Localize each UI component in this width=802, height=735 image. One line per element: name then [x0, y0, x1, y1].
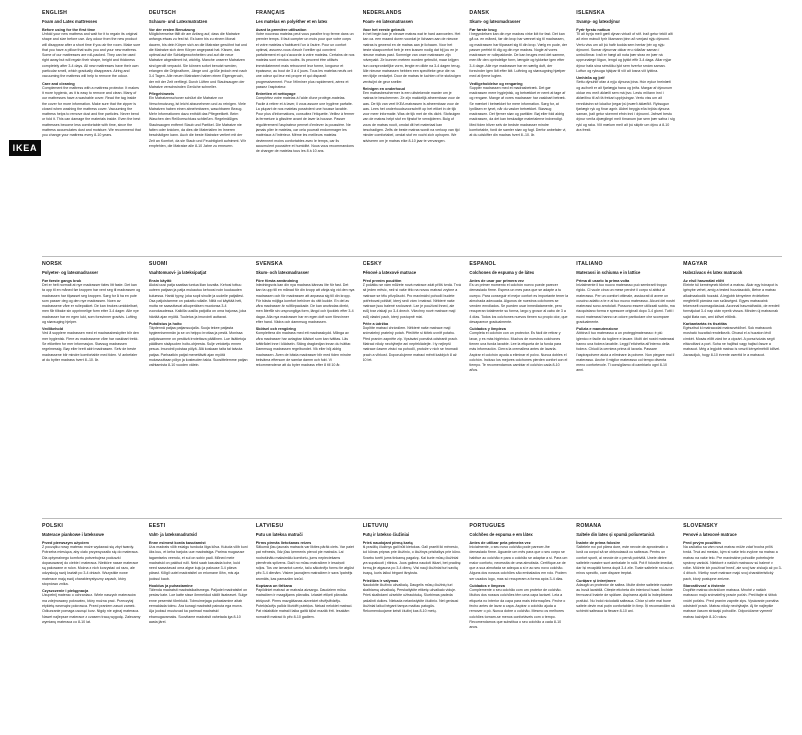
paragraph: Inizialmente il tuo nuovo materasso può sembrarti troppo rigido. Ci vuole circa un mese perché il corpo si abitui al materasso. Per un comfort ottimale, assicurati di avere un cuscino adatto a te e al tuo nuovo materasso. Alcuni dei nostri materassi sono arrotolati. Possono essere utilizzati subito, ma riacquistano forma e spessore originali dopo 3-4 giorni. Tutti i nuovi materassi hanno un odore particolare che scompare gradualmente. — [576, 283, 675, 325]
section-title: Materassi in schiuma e in lattice — [576, 270, 641, 275]
paragraph: Inledningsvis kan din nya madrass kännas lite för fast. Det kan ta upp till en månad för din kropp att vänja sig vid den nya madrassen och för madrassen att anpassa sig till din kropp. För bästa möjliga komfort behöver du rätt kudde. En del av våra madrasser är rullförpackade. De kan användas direkt, men återfår sin ursprungliga form, längd och tjocklek efter 3-4 dagar. Alla nya madrasser har en egen doft som försvinner efter hand. Vädra och dammsug madrassen. — [255, 283, 355, 325]
subsection-heading: Pred prvým použitím — [683, 541, 721, 545]
language-section — [256, 10, 355, 250]
language-section — [363, 523, 462, 735]
section-title: Foam- en latexmatrassen — [362, 19, 413, 24]
paragraph: Completa el colchón con un protector. Es fácil de retirar y lavar, y es más higiénico. Muchos de nuestros colchones tienen una funda lavable. Lee la etiqueta de la funda para más información. Cierra la cremallera antes de lavarla. Aspirar el colchón ayuda a eliminar el polvo. Nunca dobles el colchón. Incluso los mejores colchones pierden confort con el tiempo. Te recomendamos cambiar el colchón cada 8-10 años. — [469, 331, 568, 373]
section-title: Schaum- und Latexmatratzen — [148, 19, 208, 24]
language-section — [683, 261, 782, 516]
subsection-heading: Antes de utilizar pela primeira vez — [469, 541, 531, 545]
language-heading: LATVIEŠU — [255, 523, 284, 529]
language-section — [469, 10, 568, 250]
subsection-heading: Avant la première utilisation — [255, 28, 307, 32]
paragraph: Z początku nowy materac może wydawać się zbyt twardy. Potrzeba miesiąca, aby ciało przyzwyczaiło się do materaca. Dla optymalnego komfortu potrzebujesz poduszki dopasowanej do ciebie i materaca. Niektóre nasze materace są pakowane w rulon. Można z nich korzystać od razu, ale odzyskują swój kształt po 3-4 dniach. Wszystkie nowe materace mają swój charakterystyczny zapach, który stopniowo znika. — [42, 545, 139, 587]
language-section — [469, 261, 568, 516]
subsection-heading: Priežiūra ir valymas — [362, 578, 399, 583]
subsection-heading: Puhdistus ja hoito — [148, 322, 182, 327]
subsection-heading: Before using for the first time — [42, 28, 96, 32]
paragraph: Til að byrja með gæti dýnan virkað of stíf. Það getur tekið allt að einn mánuð fyrir líkamann þinn að venjast nýju dýnunni. Vertu viss um að þú hafir kodda sem hentar þér og nýju dýnunni. Sumar dýnurnar okkar eru rúllaðar saman í umbúðirnar. Það er hægt að nota þær strax en þær ná upprunalegri lögun, lengd og þykkt eftir 3-4 daga. Allar nýjar dýnur hafa sína sérstöku lykt sem hverfur smám saman. Loftun og ryksuga hjálpar til við að losna við lyktina. — [576, 32, 673, 74]
paragraph: Complétez votre matelas à l'aide d'une protège-matelas. Facile à retirer et à laver, il vous assure une hygiène parfaite. La plupart de nos matelas possèdent une housse lavable. Pour plus d'informations, consultez l'étiquette. Veillez à fermer la fermeture à glissière avant de laver la housse. Passer régulièrement l'aspirateur permet d'enlever la poussière. Ne jamais plier le matelas, car cela pourrait endommager les matériaux à l'intérieur. Même les meilleurs matelas deviennent moins confortables avec le temps, car ils accumulent poussière et humidité. Nous vous recommandons de changer de matelas tous les 8 à 10 ans. — [255, 96, 355, 154]
language-heading: ČESKY — [362, 261, 382, 267]
language-section — [42, 523, 141, 735]
paragraph: Aluksi uusi patja saattaa tuntua liian kovalta. Kehosi tottuu uuteen patjaan ja patja mukautuu kehoosi noin kuukauden kuluessa. Hanki tyyny, joka sopii sinulle ja uudelle patjallesi. Osa patjoistamme on pakattu rullalle. Niitä voi käyttää heti, mutta ne saavuttavat alkuperäisen muotonsa 3-4 vuorokaudessa. Kaikilla uusilla patjoilla on oma hajunsa, joka häviää ajan myötä. Tuuletus ja imurointi auttavat. — [148, 283, 247, 319]
paragraph: In het begin kan je nieuwe matras wat te hard aanvoelen. Het kan ca. een maand duren voordat je lichaam aan de nieuwe matras is gewend en de matras aan je lichaam. Voor het beste slaapcomfort heb je een kussen nodig dat bij jou en je nieuwe matras past. Sommige van onze matrassen zijn rolverpakt. Ze kunnen meteen worden gebruikt, maar krijgen hun oorspronkelijke vorm, lengte en dikte na 3-4 dagen terug. Alle nieuwe matrassen hebben een specifieke geur die na een tijdje verdwijnt. Door de matras te luchten of te stofzuigen verdwijnt de geur sneller. — [362, 32, 461, 84]
section-title: Colchones de espuma y de látex — [469, 270, 535, 275]
subsection-heading: Umhirða og þrif — [576, 76, 605, 81]
section-title: Penové a latexové matrace — [683, 532, 737, 537]
subsection-heading: Skötsel och rengöring — [255, 327, 296, 332]
subsection-heading: Cuidados e limpeza — [469, 584, 505, 589]
language-heading: FRANÇAIS — [255, 10, 285, 16]
paragraph: Iš pradžių čiužinys gali būti kietokas. Gali praeiti iki mėnesio, kol kūnas pripras prie čiužinio, o čiužinys prisitaikys prie kūno. Svarbu turėti jums tinkamą pagalvę. Kai kurie mūsų čiužiniai yra supakuoti į ritinius. Juos galima naudoti iškart, bet pradinę formą jie atgauna po 3-4 dienų. Visi nauji čiužiniai turi savitą kvapą, kuris laikui bėgant išnyksta. — [362, 545, 462, 576]
language-section — [363, 261, 462, 516]
language-section — [683, 523, 782, 735]
section-title: Materace piankowe i lateksowe — [42, 532, 104, 537]
paragraph: Uus madrats võib esialgu tunduda liiga kõva. Kuluda võib kuni üks kuu, et keha harjuks uue madratsiga. Parima mugavuse tagamiseks veendu, et sul on sobiv padi. Mõned meie madratsid on pakitud rulli. Neid saab kasutada kohe, kuid need saavutavad oma algse kuju ja paksuse 3-4 päeva pärast. Kõigil uutel madratsitel on eriomane lõhn, mis aja jooksul kaob. — [148, 545, 248, 581]
row-3 — [42, 518, 782, 735]
subsection-heading: Înainte de prima folosire — [576, 541, 621, 545]
language-heading: ESPAÑOL — [469, 261, 497, 267]
language-section — [149, 10, 248, 250]
paragraph: Unfold your new mattress and wait for it to regain its original shape and size before use. Any odour from the new product will disappear after a short time if you air the room. Make sure that you have a pillow that suits you and your new mattress. Some of our mattresses are roll-packed. They can be used right away but will regain their shape, height and thickness completely after 3-4 days. All new mattresses have their own particular smell, which gradually disappears. Airing and vacuuming the mattress will help to remove the odour. — [42, 32, 141, 79]
ikea-logo — [9, 140, 41, 156]
language-heading: EESTI — [148, 523, 166, 529]
language-section — [42, 10, 141, 250]
paragraph: Settu dýnuhlíf ofan á nýju dýnuna þína. Hún eykur hreinlæti og auðvelt er að fjarlægja hana og þrífa. Margar af dýnunum okkar eru með áklæði sem má þvo. Lestu miðann inni í áklæðinu til að fá frekari upplýsingar. Vertu viss um að rennilásinn sé lokaður þegar þú þværð áklæðið. Ryksugun fjarlægir ryk og fínar agnir. Aldrei beygja eða brjóta dýnuna saman, það getur skemmt efnin inni í dýnunni. Jafnvel bestu dýnur verða óþægilegri með tímanum þar sem þær safna í sig ryki og raka. Við mælum með að þú skiptir um dýnu á 8-10 ára fresti. — [576, 80, 675, 133]
subsection-heading: Prieš naudojant pirmą kartą — [362, 541, 413, 545]
subsection-heading: Vor der ersten Benutzung — [148, 28, 195, 32]
language-heading: MAGYAR — [683, 261, 708, 267]
subsection-heading: Kopšana un tīrīšana — [255, 584, 292, 589]
subsection-heading: Enne esimest korda kasutamist — [148, 541, 206, 545]
subsection-heading: Entretien et nettoyage — [255, 92, 296, 97]
subsection-heading: Před prvním použitím — [362, 279, 402, 283]
paragraph: Een matrasbeschermer is een uitstekende manier om je matras te beschermen. Ze zijn makkelijk afneembaar voor de was. De tijk van veel IKEA matrassen is afneembaar voor de was. Lees het onderhoudsvoorschrift op het etiket in de tijk voor meer informatie. Was de tijk met de rits dicht. Stofzuigen van de matras helpt stof en fijnstof te verwijderen. Buig of vouw de matras nooit, omdat dit het materiaal kan beschadigen. Zelfs de beste matras wordt na verloop van tijd minder comfortabel, omdat stof en vocht zich ophopen. We adviseren om je matras elke 8-10 jaar te vervangen. — [362, 90, 461, 143]
logo-text: IKEA — [12, 143, 38, 153]
language-heading: PORTUGUÊS — [469, 523, 505, 529]
language-heading: NEDERLANDS — [362, 10, 402, 16]
subsection-heading: Prima di usarlo la prima volta — [576, 279, 630, 283]
subsection-heading: Pulizia e manutenzione — [576, 327, 619, 332]
paragraph: I begyndelsen kan din nye madras virke lidt for fast. Det kan gå ca. en måned, før din krop har vænnet sig til madrassen, og madrassen har tilpasset sig til din krop. Vælg en pude, der passer perfekt til dig og din nye madras. Nogle af vores madrasser er rullepakkede. De kan bruges med det samme, men får den oprindelige form, længde og tykkelse igen efter 3-4 dage. Alle nye madrasser har en særlig duft, der forsvinder igen lidt efter lidt. Luftning og støvsugning hjælper med at fjerne lugten. — [469, 32, 568, 79]
section-title: Saltele din latex și spumă poliuretanică — [576, 532, 655, 537]
language-heading: ROMÂNA — [576, 523, 602, 529]
language-heading: DANSK — [469, 10, 490, 16]
paragraph: Täydennä patjaa patjansuojalla. Suoja tekee patjasta hygieenisemmän ja se on helppo irrottaa ja pestä. Monissa patjoissamme on pestävä irrotettava päällinen. Lue lisätietoja päällisen sisäpuolen hoito-ohjeesta. Sulje vetoketju ennen pesua. Imurointi poistaa pölyä. Älä koskaan taita tai taivuta patjaa. Parhaatkin patjat menettävät ajan myötä mukavuuttaan pölyn ja kosteuden takia. Suosittelemme patjan vaihtamista 8-10 vuoden välein. — [148, 326, 248, 368]
subsection-heading: Przed pierwszym użyciem — [42, 541, 89, 545]
subsection-heading: Starostlivosť a čistenie — [683, 584, 726, 589]
subsection-heading: Fyrir fyrstu notkun — [576, 28, 611, 32]
language-heading: LIETUVIŲ — [362, 523, 389, 529]
language-section — [576, 523, 675, 735]
subsection-heading: Karbantartás és tisztítás — [683, 322, 728, 327]
section-title: Vaht- ja lateksmadratsid — [148, 532, 197, 537]
language-heading: SLOVENSKY — [683, 523, 718, 529]
paragraph: Ved å supplere madrassen med et madrassbeskytter blir den mer hygienisk. Flere av madrassene våre har vaskbart trekk. Se etiketten for mer informasjon. Støvsug madrassen regelmessig. Bøy eller brett aldri madrassen. Selv de beste madrassene blir mindre komfortable med tiden. Vi anbefaler at du bytter madrass hvert 8.-10. år. — [42, 331, 139, 362]
language-section — [683, 10, 782, 250]
section-title: Polyeter- og latexmadrasser — [42, 270, 99, 275]
subsection-heading: Før første brug — [469, 28, 497, 32]
paragraph: Naudokite čiužinio užvalkalą. Daugelis mūsų čiužinių turi skalbiamą užvalkalą. Perskaitykite etiketę užvalkalo viduje. Prieš skalbdami užsekite užtrauktuką. Siurbimas padeda pašalinti dulkes. Niekada nelankstykite čiužinio. Net geriausi čiužiniai laikui bėgant tampa mažiau patogūs. Rekomenduojame keisti čiužinį kas 8-10 metų. — [362, 582, 459, 614]
section-title: Les matelas en polyéther et en latex — [255, 19, 328, 24]
paragraph: Na začiatku sa vám nová matrac môže zdať trocha príliš tvrdá. Trvá asi mesiac, kým si vaše telo zvykne na matrac a matrac na vaše telo. Pre maximálne pohodlie potrebujete správny vankúš. Niektoré z našich matracov sú balené v rolke. Môžete ich používať hneď, ale svoj tvar získajú až po 3-4 dňoch. Všetky nové matrace majú svoj charakteristický pach, ktorý postupne zmizne. — [683, 545, 782, 581]
language-section — [149, 523, 248, 735]
subsection-heading: Før første gangs bruk — [42, 279, 82, 283]
paragraph: Det er helt normalt at nye madrasser føles litt faste. Det kan ta opp til en måned før kroppen har vent seg til madrassen og madrassen har tilpasset seg kroppen. Sørg for å ha en pute som passer deg og den nye madrassen. Noen av madrassene våre er rullepakket. De kan brukes umiddelbart, men får tilbake sin opprinnelige form etter 3-4 dager. Alle nye madrasser har en egen lukt, som forsvinner gradvis. Lufting og støvsuging hjelper. — [42, 283, 141, 325]
subsection-heading: Czyszczenie i pielęgnacja — [42, 589, 89, 594]
paragraph: Doplňte matraci chráničem. Některé naše matrace mají snímatelný pratelný potah. Přečtěte si štítek uvnitř potahu. Před praním zapněte zip. Vysávání pomáhá odstranit prach. Matraci nikdy neohýbejte ani nepřekládejte. I ty nejlepší matrace časem ztrácí na pohodlí, protože v nich se hromadí prach a vlhkost. Doporučujeme matraci měnit každých 8 až 10 let. — [362, 326, 459, 362]
language-section — [149, 261, 248, 516]
language-section — [363, 10, 462, 250]
language-heading: POLSKI — [42, 523, 64, 529]
subsection-heading: Hooldus ja puhastamine — [148, 584, 193, 589]
section-title: Putų ir latekso čiužiniai — [362, 532, 410, 537]
paragraph: Sākumā jūsu jaunais matracis var likties pārāk ciets. Var paiet pat mēnesis, līdz jūsu ķermenis pierod pie matrača. Lai nodrošinātu maksimālu komfortu, jums nepieciešams piemērots spilvens. Daži no mūsu matračiem ir iesaiņoti ruļļos. Tos var izmantot uzreiz, taču sākotnējo formu tie atgūst pēc 3-4 dienām. Visiem jaunajiem matračiem ir savs īpatnējs aromāts, kas pamazām izzūd. — [255, 545, 354, 581]
paragraph: Eleinte túl keménynek tűnhet a matrac. Akár egy hónapot is igénybe vehet, amíg a tested hozzászokik, illetve a matrac alkalmazkodik hozzád. A legjobb kényelem érdekében megfelelő párnára van szükséged. Egyes matracaink tekercselt csomagolásúak. Azonnal használhatók, de eredeti formájukat 3-4 nap után nyerik vissza. Minden új matracnak saját illata van, ami idővel eltűnik. — [683, 283, 780, 319]
paragraph: Complement the mattress with a mattress protector. It makes it more hygienic, as it is easy to remove and clean. Many of our mattresses have a washable cover. Read the tag inside the cover for more information. Make sure that the zipper is closed when washing the mattress cover. Vacuuming the mattress helps to remove dust and fine particles. Never bend or fold it. This can damage the materials inside. Even the best mattresses become less comfortable with time, since the mattress accumulates dust and moisture. We recommend that you change your mattress every 8-10 years. — [42, 85, 141, 138]
subsection-heading: Vedlikehold — [42, 327, 64, 332]
paragraph: Complemente o seu colchão com um protetor de colchão. Muitos dos nossos colchões têm uma capa lavável. Leia a etiqueta no interior da capa para mais informações. Feche o fecho antes de lavar a capa. Aspirar o colchão ajuda a remover o pó. Nunca dobre o colchão. Mesmo os melhores colchões tornam-se menos confortáveis com o tempo. Recomendamos que substitua o seu colchão a cada 8-10 anos. — [469, 588, 566, 630]
section-title: Skum- og latexmadrasser — [469, 19, 521, 24]
subsection-heading: Care and cleaning — [42, 81, 75, 86]
subsection-heading: Ensin käyttö — [148, 279, 172, 283]
subsection-heading: Antes de usar por primera vez — [469, 279, 524, 283]
language-heading: NORSK — [42, 261, 63, 267]
paragraph: Egészítsd ki matracodat matracvédővel. Sok matracunk mosható huzattal rendelkezik. Olvasd el a huzaton lévő címkét. Mosás előtt zárd be a cipzárt. A porszívózás segít eltávolítani a port. Soha ne hajlítsd vagy hajtsd össze a matracot. Még a legjobb matrac is veszít kényelméből idővel. Javasoljuk, hogy 8-10 évente cseréld le a matracot. — [683, 326, 781, 357]
paragraph: Möglicherweise fällt dir am Anfang auf, dass die Matratze anfangs etwas zu fest ist. Es kann bis zu einem Monat dauern, bis dein Körper sich an die Matratze gewöhnt hat und die Matratze sich dem Körper angepasst hat. Kissen, das optimal auf die Schlafgewohnheiten und auf die neue Matratze abgestimmt ist, wichtig. Manche unserer Matratzen sind gerollt verpackt. Sie können sofort benutzt werden, erlangen die Originalform, -länge und -größe jedoch erst nach 3-4 Tagen. Alle neuen Matratzen haben einen Eigengeruch, der mit der Zeit verfliegt. Durch Lüften und Staubsaugen der Matratze verschwinden Gerüche schneller. — [148, 32, 248, 89]
row-1 — [42, 10, 782, 250]
paragraph: Es un primer momento el colchón nuevo puede parecer demasiado firme. Espera un mes para que se adapte a tu cuerpo. Para conseguir el mejor confort es importante tener la almohada adecuada. Algunos de nuestros colchones se venden enrollados. Se pueden usar inmediatamente, pero recuperan totalmente su forma, largo y grosor al cabo de 3 a 4 días. Todos los colchones nuevos tienen su propio olor, que desaparece gradualmente. — [469, 283, 569, 325]
subsection-heading: Curățare și întreținere — [576, 578, 616, 583]
paragraph: Saltelele noi pot părea dure, este nevoie de aproximativ o lună ca corpul să se obișnuiască cu salteaua. Pentru un confort sporit, ai nevoie de o pernă potrivită. Unele dintre saltelele noastre sunt ambalate în rolă. Pot fi folosite imediat, dar își recapătă forma după 3-4 zile. Toate saltelele noi au un miros specific, care dispare treptat. — [576, 545, 674, 576]
paragraph: Supplér madrassen med et madrasbetræk. Det gør madrassen mere hygiejnisk, og betrækket er nemt at tage af og rengøre. Mange af vores madrasser har vaskbart betræk. Se mærket i betrækket for mere information. Sørg for, at lynlåsen er lynet, når du vasker betrækket. Støvsug madrassen. Det fjerner støv og partikler. Bøj eller fold aldrig madrassen, da det kan beskadige materialerne indvendigt. Med tiden bliver selv de bedste madrasser mindre komfortable, fordi de samler støv og fugt. Derfor anbefaler vi, at du udskifter din madras hvert 8.-10. år. — [469, 85, 567, 138]
paragraph: Z počátku se vám můžete nová matrace zdát příliš tvrdá. Trvá až jeden měsíc, než si vaše tělo na novou matraci zvykne a matrace se tělu přizpůsobí. Pro maximální pohodlí budete potřebovat polštář, který sedí vám i matraci. Některé naše matrace jsou balené srolované. Lze je používat ihned, ale svůj tvar získají po 3-4 dnech. Všechny nové matrace mají svůj vlastní pach, který postupně mizí. — [362, 283, 461, 319]
section-title: Pěnové a latexové matrace — [362, 270, 417, 275]
subsection-heading: Reinigen en onderhoud — [362, 86, 405, 91]
row-2 — [42, 256, 782, 516]
language-heading: SUOMI — [148, 261, 168, 267]
language-section — [42, 261, 141, 516]
section-title: Colchões de espuma e em látex — [469, 532, 533, 537]
paragraph: Votre nouveau matelas peut vous paraître trop ferme dans un premier temps. Il faut compter un mois pour que votre corps et votre matelas s'habituent l'un à l'autre. Pour un confort optimal, assurez-vous d'avoir l'oreiller qui convient parfaitement et qui s'accorde à votre matelas. Certains de nos matelas sont vendus roulés. Ils peuvent être utilisés immédiatement mais retrouvent leur forme, longueur et épaisseur, au bout de 3 à 4 jours. Tous les matelas neufs ont une odeur qui leur est propre et qui disparaît progressivement. Pour l'éliminer plus rapidement, aérez et passez l'aspirateur. — [255, 32, 355, 89]
subsection-heading: Före första användning — [255, 279, 298, 283]
paragraph: Ein Matratzenschoner schützt die Matratze vor Verschmutzung, ist leicht abzunehmen und zu reinigen. Viele Matratzen haben einen abnehmbaren, waschbaren Bezug. Mehr Informationen dazu enthält das Pflegeetikett. Beim Waschen den Reißverschluss schließen. Regelmäßiges Staubsaugen entfernt Staub und Partikel. Die Matratze nie falten oder knicken, da dies die Materialien im Inneren beschädigen kann. Auch die beste Matratze verliert mit der Zeit an Komfort, da sie Staub und Feuchtigkeit aufnimmt. Wir empfehlen, die Matratze alle 8-10 Jahre zu erneuern. — [148, 96, 246, 148]
subsection-heading: Pirms pirmās lietošanas reizes — [255, 541, 312, 545]
paragraph: Adaugă un protector de saltea. Multe dintre saltelele noastre au husă lavabilă. Citește eticheta din interiorul husei. Închide fermoarul înainte de spălare. Aspirarea ajută la îndepărtarea prafului. Nu îndoi niciodată salteaua. Chiar și cele mai bune saltele devin mai puțin confortabile în timp. Îți recomandăm să schimbi salteaua la fiecare 8-10 ani. — [576, 582, 675, 614]
section-title: Putu un lateksa matrači — [255, 532, 303, 537]
language-section — [469, 523, 568, 735]
subsection-heading: Az első használat előtt — [683, 279, 724, 283]
language-grid — [42, 10, 782, 735]
paragraph: Täienda madratsit madratsikaitsmega. Paljudel madratsitel on pestav kate. Loe katte sisse õmmeldud sildilt lisateavet. Sulge enne pesemist tõmblukk. Tolmuimejaga puhastamine aitab eemaldada tolmu. Ära kunagi madratsit painuta ega murra. Aja jooksul muutuvad ka parimad madratsid ebamugavamaks. Soovitame madratsit vahetada iga 8-10 aasta järel. — [148, 588, 248, 624]
paragraph: Inicialmente, o seu novo colchão pode parecer-lhe demasiado firme. Aguarde um mês para que o seu corpo se habitue ao colchão e para o colchão se adaptar a si. Para um maior conforto, necessita de uma almofada. Certifique-se de que a sua almofada se adequa a si e ao seu novo colchão. Alguns dos nossos colchões são embalados em rolo. Podem ser usados logo, mas só recuperam a forma após 3-4 dias. — [469, 545, 568, 581]
section-title: Svamp- og latexdýnur — [576, 19, 621, 24]
language-section — [576, 261, 675, 516]
subsection-heading: Vedligeholdelse og rengøring — [469, 81, 523, 86]
paragraph: Abbina il tuo materasso a un proteggimaterasso: è più igienico e facile da togliere e lavare. Molti dei nostri materassi hanno una fodera lavabile. Leggi l'etichetta all'interno della fodera. Chiudi la cerniera prima di lavarla. Passare l'aspirapolvere aiuta a eliminare la polvere. Non piegare mai il materasso. Anche il miglior materasso col tempo diventa meno confortevole. Ti consigliamo di cambiarlo ogni 8-10 anni. — [576, 331, 675, 373]
subsection-heading: Cuidados y limpieza — [469, 327, 506, 332]
section-title: Foam and Latex mattresses — [42, 19, 98, 24]
section-title: Skum- och latexmadrasser — [255, 270, 310, 275]
subsection-heading: Voor het eerste gebruik — [362, 28, 405, 32]
language-section — [256, 261, 355, 516]
subsection-heading: Péče a údržba — [362, 322, 389, 327]
language-heading: SVENSKA — [255, 261, 283, 267]
section-title: Vaahtomuovi- ja lateksipatjat — [148, 270, 207, 275]
subsection-heading: Pflegehinweis — [148, 92, 175, 97]
paragraph: Komplettera din madrass med ett madrasskydd. Många av våra madrasser har avtagbar klädsel som kan tvättas. Läs tvättrådet inne i klädseln. Stäng dragkedjan innan du tvättar. Dammsug madrassen regelbundet. Vik eller böj aldrig madrassen. Även de bästa madrasser blir med tiden mindre bekväma eftersom de samlar damm och fukt. Vi rekommenderar att du byter madrass efter 8 till 10 år. — [255, 331, 352, 368]
language-heading: ÍSLENSKA — [576, 10, 605, 16]
section-title: Habszivacs és latex matracok — [683, 270, 743, 275]
language-heading: ENGLISH — [42, 10, 68, 16]
language-heading: ITALIANO — [576, 261, 603, 267]
language-section — [256, 523, 355, 735]
language-section — [576, 10, 675, 250]
paragraph: Doplňte matrac chráničom matraca. Mnohé z našich matracov majú snímateľný pracie poťah. Prečítajte si štítok vnútri poťahu. Pred praním zapnite zips. Vysávanie pomáha odstrániť prach. Matrac nikdy neohýbajte. Aj tie najlepšie matrace časom strácajú pohodlie. Odporúčame vymeniť matrac každých 8-10 rokov. — [683, 588, 779, 619]
paragraph: Uzupełnij materac o ochraniacz. Wiele naszych materaców ma zdejmowany pokrowiec, który można prać. Przeczytaj etykietę wewnątrz pokrowca. Przed praniem zasuń zamek. Odkurzanie pomaga usunąć kurz. Nigdy nie zginaj materaca. Nawet najlepsze materace z czasem tracą wygodę. Zalecamy wymianę materaca co 8-10 lat. — [42, 593, 141, 624]
paragraph: Papildiniet matraci ar matrača aizsargu. Daudziem mūsu matračiem ir mazgājams pārvalks. Izlasiet etiķeti pārvalka iekšpusē. Pirms mazgāšanas aizvelciet rāvējslēdzēju. Putekļsūcējs palīdz likvidēt putekļus. Nekad nelokiet matraci. Pat vislabākie matrači laika gaitā kļūst mazāk ērti. Iesakām nomainīt matraci ik pēc 8-10 gadiem. — [255, 588, 353, 619]
language-heading: DEUTSCH — [148, 10, 177, 16]
